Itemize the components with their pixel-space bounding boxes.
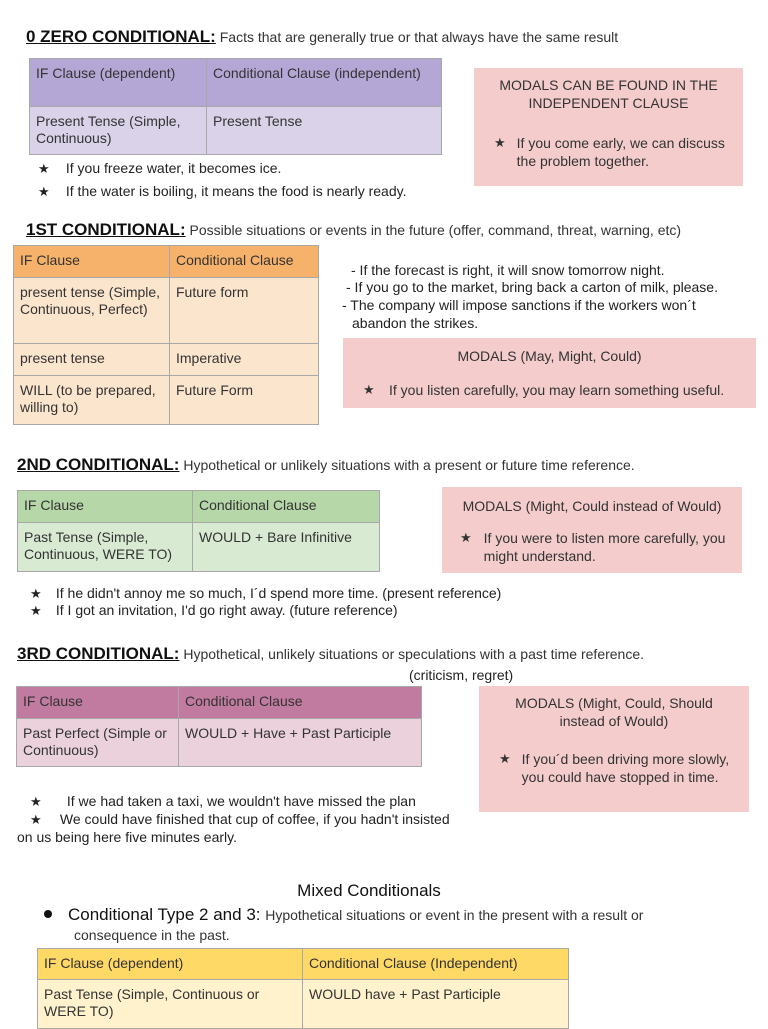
list-item: abandon the strikes. <box>352 315 479 331</box>
table-row <box>38 980 569 1029</box>
table-cell: present tense <box>14 344 170 376</box>
table-row <box>17 719 422 767</box>
zero-table <box>29 58 442 155</box>
list-item: ★ If you come early, we can discuss the problem together. <box>494 135 725 169</box>
table-cell: Present Tense (Simple, Continuous) <box>30 107 207 155</box>
star-icon: ★ <box>30 794 42 809</box>
table-row <box>17 687 422 719</box>
list-item: ★ If he didn't annoy me so much, I´d spend more time. (present reference) <box>30 585 502 601</box>
table-cell: Imperative <box>170 344 319 376</box>
star-icon: ★ <box>30 586 42 601</box>
mixed-title: Mixed Conditionals <box>297 881 441 900</box>
table-cell: WOULD + Have + Past Participle <box>179 719 422 767</box>
table-row <box>14 278 319 344</box>
table-cell: WILL (to be prepared, willing to) <box>14 376 170 425</box>
star-icon: ★ <box>38 161 50 176</box>
second-heading <box>17 456 635 474</box>
table-row <box>38 949 569 980</box>
list-item: ★ If you listen carefully, you may learn something useful. <box>363 382 725 398</box>
table-cell: Present Tense <box>207 107 442 155</box>
star-icon: ★ <box>30 603 42 618</box>
table-row <box>30 59 442 107</box>
box-title: MODALS (Might, Could, Should instead of Would) <box>515 695 713 729</box>
table-row <box>14 246 319 278</box>
list-item: ★ If I got an invitation, I'd go right away. (future reference) <box>30 602 398 618</box>
mixed-bullet-description-continued: consequence in the past. <box>74 927 230 943</box>
mixed-bullet <box>44 905 643 925</box>
list-item: ★ If you freeze water, it becomes ice. <box>38 160 282 176</box>
table-cell: IF Clause (dependent) <box>30 59 207 107</box>
table-cell: Conditional Clause (independent) <box>207 59 442 107</box>
mixed-table <box>37 948 569 1029</box>
table-cell: IF Clause <box>17 687 179 719</box>
table-row <box>18 523 380 572</box>
mixed-bullet-title: Conditional Type 2 and 3: <box>68 905 261 924</box>
table-row <box>14 376 319 425</box>
list-item: ★ If you´d been driving more slowly, you could have stopped in time. <box>499 751 730 785</box>
second-table <box>17 490 380 572</box>
table-cell: Conditional Clause <box>179 687 422 719</box>
table-cell: WOULD have + Past Participle <box>303 980 569 1029</box>
third-modals-box <box>479 686 749 812</box>
star-icon: ★ <box>460 530 472 545</box>
second-title: 2ND CONDITIONAL: <box>17 455 180 474</box>
box-title: MODALS CAN BE FOUND IN THE INDEPENDENT CLAUSE <box>499 77 718 111</box>
third-table <box>16 686 422 767</box>
mixed-bullet-description: Hypothetical situations or event in the present with a result or <box>265 907 644 923</box>
list-item: - If the forecast is right, it will snow tomorrow night. <box>351 262 665 278</box>
first-title: 1ST CONDITIONAL: <box>26 220 186 239</box>
third-description-note: (criticism, regret) <box>409 667 514 683</box>
table-cell: Conditional Clause <box>193 491 380 523</box>
list-item: ★ If we had taken a taxi, we wouldn't have missed the plan <box>30 793 416 809</box>
first-modals-box <box>343 338 756 408</box>
table-row <box>14 344 319 376</box>
star-icon: ★ <box>363 382 375 397</box>
second-description: Hypothetical or unlikely situations with a present or future time reference. <box>183 457 635 473</box>
second-modals-box <box>442 487 742 573</box>
list-item: - If you go to the market, bring back a carton of milk, please. <box>346 279 718 295</box>
table-cell: Past Tense (Simple, Continuous or WERE TO) <box>38 980 303 1029</box>
zero-title: 0 ZERO CONDITIONAL: <box>26 27 216 46</box>
table-cell: WOULD + Bare Infinitive <box>193 523 380 572</box>
first-description: Possible situations or events in the future (offer, command, threat, warning, etc) <box>189 222 682 238</box>
table-cell: Future form <box>170 278 319 344</box>
list-item: - The company will impose sanctions if the workers won´t <box>342 297 696 313</box>
table-cell: IF Clause (dependent) <box>38 949 303 980</box>
table-cell: Conditional Clause <box>170 246 319 278</box>
zero-heading <box>26 28 618 46</box>
list-item: ★ If you were to listen more carefully, you might understand. <box>460 530 726 564</box>
table-row <box>18 491 380 523</box>
table-cell: Conditional Clause (Independent) <box>303 949 569 980</box>
star-icon: ★ <box>494 135 506 150</box>
table-cell: IF Clause <box>14 246 170 278</box>
zero-description: Facts that are generally true or that always have the same result <box>219 29 619 45</box>
table-cell: Past Perfect (Simple or Continuous) <box>17 719 179 767</box>
list-item-continued: on us being here five minutes early. <box>17 829 237 845</box>
table-cell: Past Tense (Simple, Continuous, WERE TO) <box>18 523 193 572</box>
table-cell: Future Form <box>170 376 319 425</box>
bullet-icon <box>44 910 52 918</box>
table-cell: IF Clause <box>18 491 193 523</box>
third-description: Hypothetical, unlikely situations or speculations with a past time reference. <box>183 646 645 662</box>
star-icon: ★ <box>30 812 42 827</box>
third-heading <box>17 645 644 663</box>
table-row <box>30 107 442 155</box>
first-table <box>13 245 319 425</box>
third-title: 3RD CONDITIONAL: <box>17 644 180 663</box>
star-icon: ★ <box>38 184 50 199</box>
zero-modals-box <box>474 68 743 186</box>
list-item: ★ We could have finished that cup of coffee, if you hadn't insisted <box>30 811 450 827</box>
star-icon: ★ <box>499 751 511 766</box>
box-title: MODALS (May, Might, Could) <box>457 348 642 364</box>
first-heading <box>26 221 681 239</box>
table-cell: present tense (Simple, Continuous, Perfect) <box>14 278 170 344</box>
box-title: MODALS (Might, Could instead of Would) <box>462 498 722 514</box>
list-item: ★ If the water is boiling, it means the food is nearly ready. <box>38 183 407 199</box>
